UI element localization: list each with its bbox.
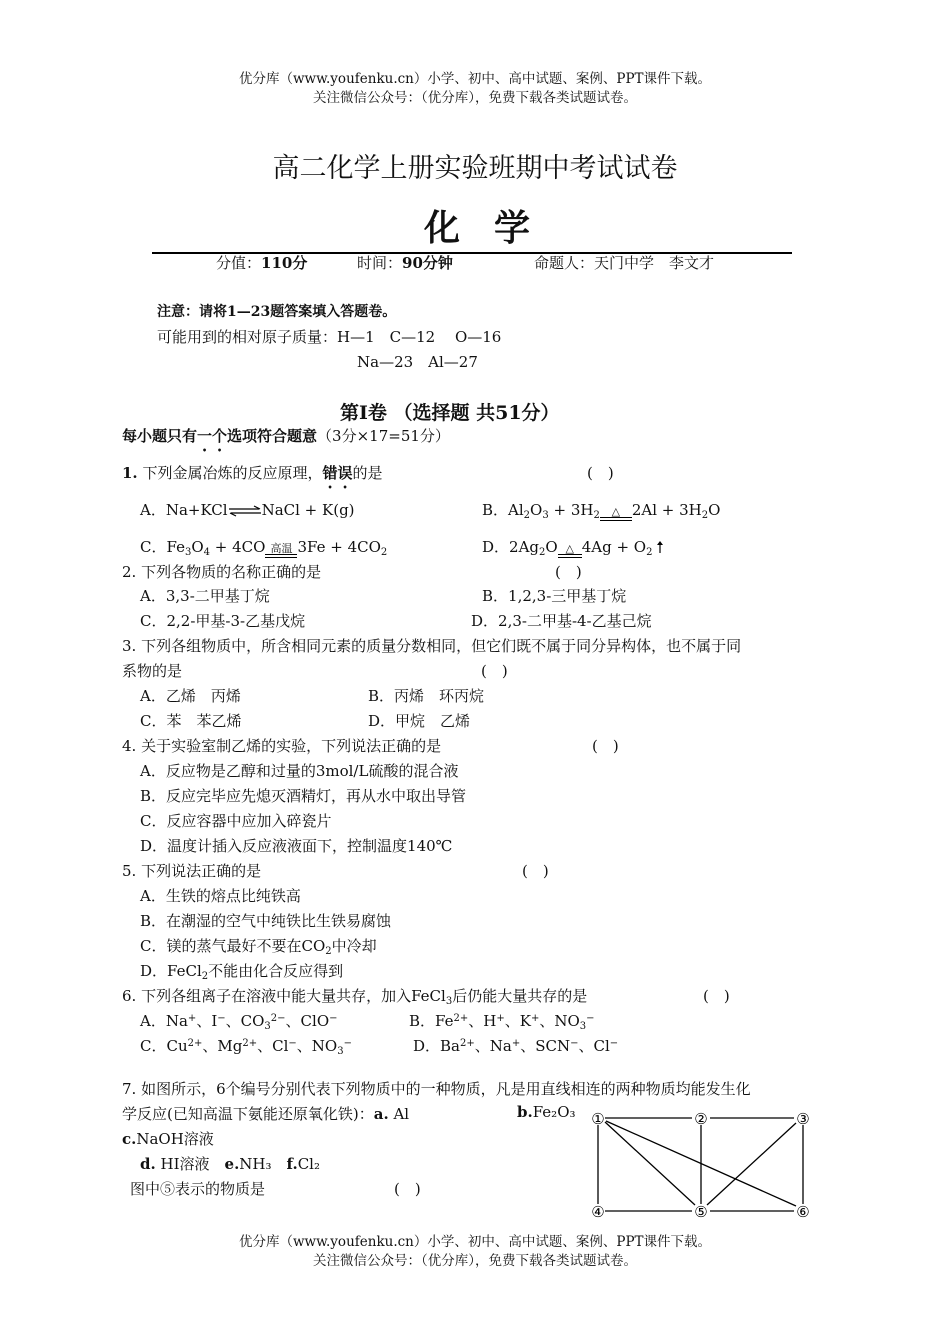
node-4: ④ (591, 1203, 605, 1221)
exam-time: 时间：90分钟 (357, 254, 453, 272)
q3-option-a: A．乙烯 丙烯 (140, 687, 241, 705)
q5-stem: 5. 下列说法正确的是 (122, 862, 262, 880)
q6-option-d: D．$Ba^{2+}$、Na+、SCN−、Cl− (413, 1037, 619, 1055)
node-2: ② (694, 1110, 708, 1128)
q5-option-c: C．镁的蒸气最好不要在$CO_2$中冷却 (140, 937, 377, 957)
q1-option-b: B．$Al_2O_3 + 3H_2$ △ $2Al + 3H_2O$ (482, 499, 720, 525)
q3-stem-1: 3. 下列各组物质中，所含相同元素的质量分数相同，但它们既不属于同分异构体，也不属于同 (122, 637, 742, 655)
heat-condition: △ (600, 506, 632, 525)
exam-score: 分值：110分 (216, 254, 308, 272)
q2-option-b: B．1,2,3-三甲基丁烷 (482, 587, 627, 605)
q3-stem-2: 系物的是 (122, 662, 183, 680)
q7-stem-2: 学反应(已知高温下氨能还原氧化铁)：a. Al (122, 1105, 410, 1123)
q7-substances-def: d. HI溶液 e.NH₃ f.Cl₂ (140, 1155, 320, 1173)
node-3: ③ (796, 1110, 810, 1128)
q4-option-d: D．温度计插入反应液液面下，控制温度140℃ (140, 837, 453, 855)
q5-option-a: A．生铁的熔点比纯铁高 (140, 887, 301, 905)
edge-3-5 (707, 1123, 796, 1205)
atomic-mass-line-1: 可能用到的相对原子质量：H—1 C—12 O—16 (157, 328, 502, 346)
q4-stem: 4. 关于实验室制乙烯的实验，下列说法正确的是 (122, 737, 442, 755)
atomic-mass-line-2: Na—23 Al—27 (357, 353, 478, 371)
node-5: ⑤ (694, 1203, 708, 1221)
q4-option-c: C．反应容器中应加入碎瓷片 (140, 812, 332, 830)
q2-option-a: A．3,3-二甲基丁烷 (140, 587, 270, 605)
q4-option-a: A．反应物是乙醇和过量的3mol/L硫酸的混合液 (140, 762, 459, 780)
node-1: ① (591, 1110, 605, 1128)
header-line-1: 优分库（www.youfenku.cn）小学、初中、高中试题、案例、PPT课件下载。 (238, 71, 712, 87)
section-title: 第Ⅰ卷 （选择题 共51分） (340, 402, 560, 424)
q4-option-b: B．反应完毕应先熄灭酒精灯，再从水中取出导管 (140, 787, 467, 805)
diagram-edges (598, 1118, 803, 1211)
q3-option-d: D．甲烷 乙烯 (368, 712, 471, 730)
footer-line-2: 关注微信公众号：（优分库），免费下载各类试题试卷。 (313, 1253, 637, 1269)
q3-option-b: B．丙烯 环丙烷 (368, 687, 485, 705)
q3-option-c: C．苯 苯乙烯 (140, 712, 242, 730)
heat-condition: △ (558, 543, 582, 562)
q2-answer-paren: ( ) (555, 563, 582, 581)
exam-subject: 化学 (424, 208, 565, 249)
q7-stem-1: 7. 如图所示，6个编号分别代表下列物质中的一种物质，凡是用直线相连的两种物质均能发生化 (122, 1080, 751, 1098)
q6-stem: 6. 下列各组离子在溶液中能大量共存，加入FeCl$_3$后仍能大量共存的是 (122, 987, 588, 1007)
q6-option-a: A．Na+、I−、$CO_3^{2-}$、ClO− (140, 1012, 338, 1032)
q6-answer-paren: ( ) (703, 987, 730, 1005)
footer-line-1: 优分库（www.youfenku.cn）小学、初中、高中试题、案例、PPT课件下载。 (238, 1234, 712, 1250)
q1-option-d: D．$2Ag_2O$ △ $4Ag + O_2$ (482, 536, 663, 562)
q1-stem: 1. 下列金属冶炼的反应原理，错误的是 (122, 464, 383, 482)
q7-answer-paren: ( ) (394, 1180, 421, 1198)
q6-option-c: C．$Cu^{2+}$、$Mg^{2+}$、Cl−、$NO_3^-$ (140, 1037, 352, 1057)
q3-answer-paren: ( ) (481, 662, 508, 680)
section-instruction: 每小题只有一个选项符合题意（3分×17=51分） (122, 427, 450, 445)
edge-1-5 (605, 1122, 695, 1205)
notice: 注意：请将1—23题答案填入答题卷。 (157, 304, 397, 320)
q6-option-b: B．$Fe^{2+}$、H+、K+、$NO_3^-$ (409, 1012, 595, 1032)
q2-stem: 2. 下列各物质的名称正确的是 (122, 563, 322, 581)
q2-option-c: C．2,2-甲基-3-乙基戊烷 (140, 612, 306, 630)
header-line-2: 关注微信公众号：（优分库），免费下载各类试题试卷。 (313, 90, 637, 106)
exam-title: 高二化学上册实验班期中考试试卷 (272, 153, 678, 184)
q4-answer-paren: ( ) (592, 737, 619, 755)
exam-author: 命题人：天门中学 李文才 (534, 254, 715, 272)
q2-option-d: D．2,3-二甲基-4-乙基己烷 (471, 612, 652, 630)
q5-option-b: B．在潮湿的空气中纯铁比生铁易腐蚀 (140, 912, 392, 930)
q1-option-a: A．Na+KCl NaCl + K(g) (140, 501, 355, 519)
q5-answer-paren: ( ) (522, 862, 549, 880)
q7-reaction-diagram (584, 1104, 814, 1224)
reversible-arrow-icon (228, 505, 262, 517)
q1-option-c: C．$Fe_3O_4 + 4CO$ 高温 $3Fe + 4CO_2$ (140, 536, 387, 562)
node-6: ⑥ (796, 1203, 810, 1221)
q1-answer-paren: ( ) (587, 464, 614, 482)
q7-substance-c: c.NaOH溶液 (122, 1130, 214, 1148)
q5-option-d: D．FeCl$_2$不能由化合反应得到 (140, 962, 344, 982)
q7-substance-b: b.Fe₂O₃ (517, 1103, 576, 1121)
q7-question: 图中⑤表示的物质是 (130, 1180, 266, 1198)
high-temp-condition: 高温 (265, 543, 297, 562)
gas-up-arrow-icon (657, 541, 663, 553)
